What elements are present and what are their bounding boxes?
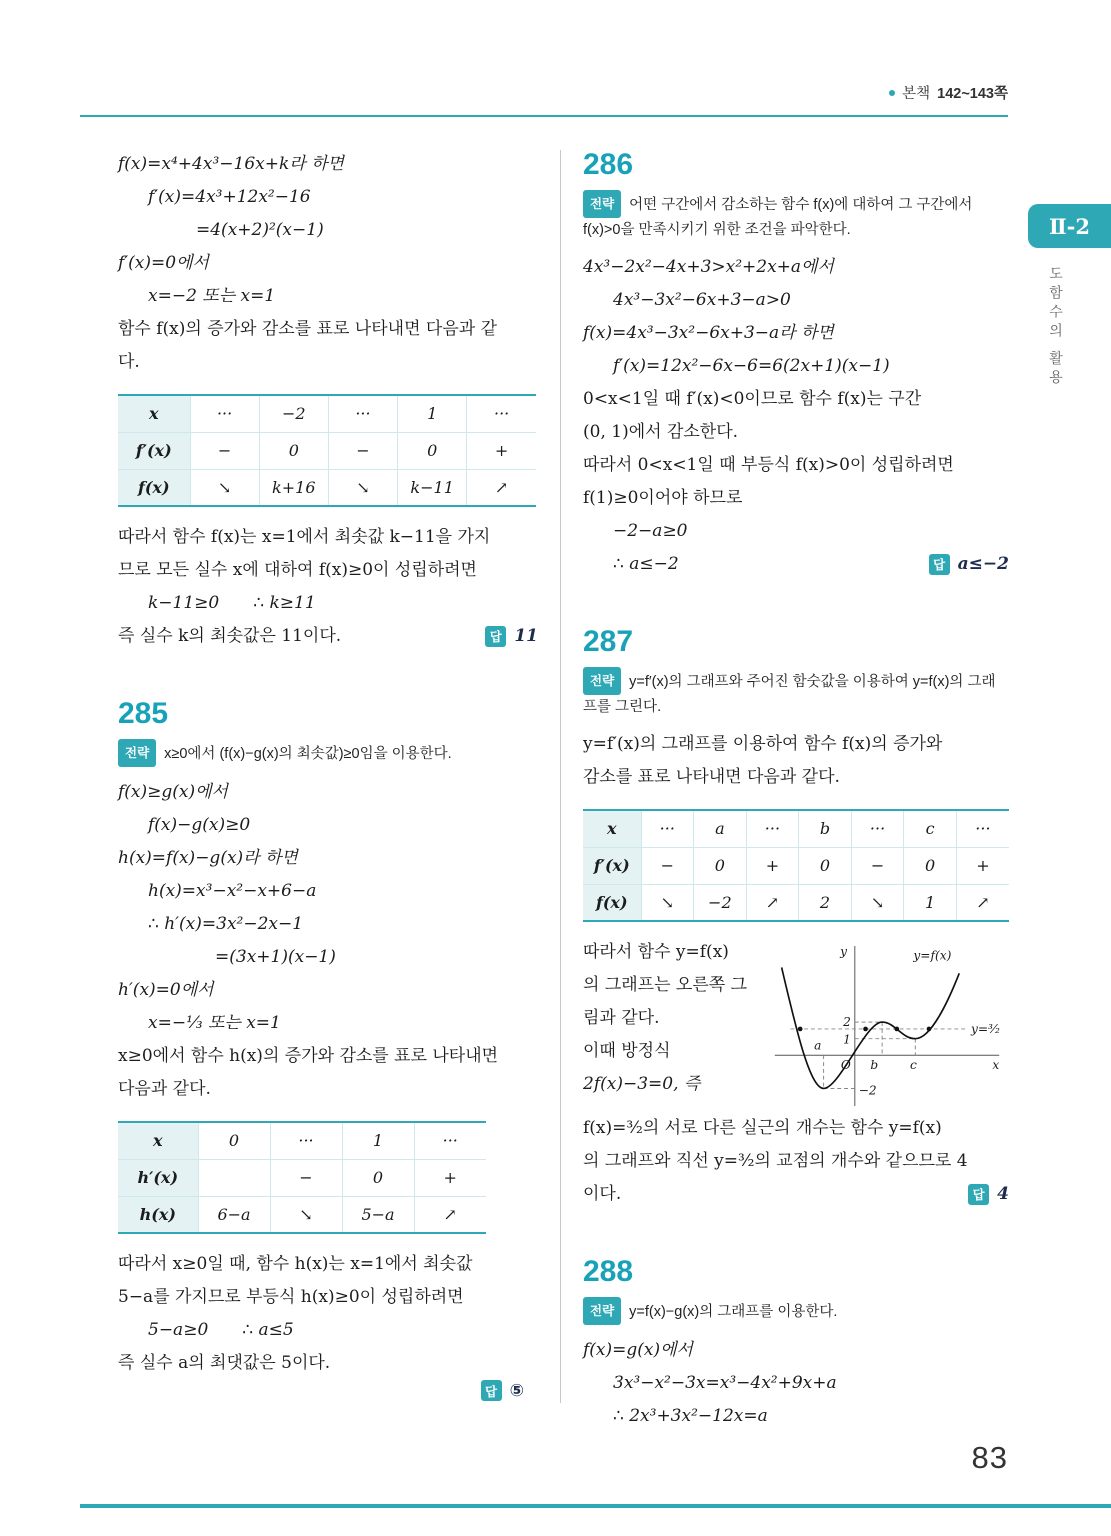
problem-288 [583,1257,1009,1433]
solution-line: 따라서 x≥0일 때, 함수 h(x)는 x=1에서 최솟값 [118,1254,473,1274]
left-column [118,148,538,1433]
a-label: a [814,1038,822,1053]
line-label: y=³⁄₂ [970,1021,1000,1036]
intersection-dot [894,1027,899,1032]
problem-number-285: 285 [118,697,169,730]
table-cell: −2 [259,395,328,432]
table-cell: ··· [467,395,536,432]
table-row [118,1122,486,1159]
conclusion-text: ∴ a≤−2 [613,554,679,574]
solution-line: 따라서 0<x<1일 때 부등식 f(x)>0이 성립하려면 [583,455,954,475]
footer-rule [80,1504,1111,1508]
right-column [583,148,1009,1433]
solution-line: f(x)=x⁴+4x³−16x+k라 하면 [118,154,344,174]
solution-line: 5−a≥0 ∴ a≤5 [148,1320,294,1340]
solution-block [583,936,767,1101]
table-cell: x [118,1122,198,1159]
y-1-label: 1 [843,1032,851,1047]
table-row [583,847,1009,884]
solution-line: f′(x)=12x²−6x−6=6(2x+1)(x−1) [613,356,890,376]
table-cell: 0 [398,432,467,469]
sign-table-285 [118,1121,486,1234]
table-cell: ↘ [851,884,904,921]
table-cell [198,1159,270,1196]
problem-number-288: 288 [583,1255,634,1288]
intersection-dot [798,1027,803,1032]
solution-line: =4(x+2)²(x−1) [196,220,324,240]
strategy-badge: 전략 [118,739,156,767]
figure-row [583,936,1009,1112]
table-cell: 1 [398,395,467,432]
sign-table-284 [118,394,536,507]
answer-row [118,1380,538,1401]
solution-line: 0<x<1일 때 f′(x)<0이므로 함수 f(x)는 구간 [583,389,922,409]
table-cell: 6−a [198,1196,270,1233]
page-header [80,82,1008,117]
table-cell: ↘ [641,884,694,921]
table-cell: −2 [694,884,747,921]
table-cell: 0 [694,847,747,884]
solution-line: 림과 같다. [583,1008,660,1028]
solution-line: 함수 f(x)의 증가와 감소를 표로 나타내면 다음과 같 [118,319,497,339]
table-cell: k−11 [398,469,467,506]
chapter-title-vertical: 도함수의 활용 [1048,266,1064,389]
strategy-text: 어떤 구간에서 감소하는 함수 f(x)에 대하여 그 구간에서 f(x)>0을 만족시키기 위한 조건을 파악한다. [583,197,973,238]
strategy-text: y=f′(x)의 그래프와 주어진 함숫값을 이용하여 y=f(x)의 그래프를 그린다. [583,674,996,715]
curve-label: y=f(x) [913,948,952,963]
table-cell: + [956,847,1009,884]
intersection-dot [863,1027,868,1032]
table-cell: + [746,847,799,884]
strategy-287 [583,667,1009,719]
problem-number-287: 287 [583,625,634,658]
solution-line: 이때 방정식 [583,1041,671,1061]
answer [481,1380,524,1401]
table-cell: + [414,1159,486,1196]
b-label: b [870,1057,879,1072]
strategy-badge: 전략 [583,190,621,218]
solution-line: f(x)=g(x)에서 [583,1340,693,1360]
answer-badge: 답 [481,1380,502,1401]
table-cell: 0 [259,432,328,469]
solution-line: ∴ 2x³+3x²−12x=a [613,1406,768,1426]
solution-block [118,1248,538,1380]
solution-line: 4x³−3x²−6x+3−a>0 [613,290,791,310]
solution-line: 다. [118,352,140,372]
table-cell: h′(x) [118,1159,198,1196]
table-cell: − [851,847,904,884]
answer-row [118,620,538,653]
table-cell: x [118,395,190,432]
table-cell: ··· [270,1122,342,1159]
intersection-dot [927,1027,932,1032]
answer-row [583,1178,1009,1211]
solution-line: 즉 실수 a의 최댓값은 5이다. [118,1353,331,1373]
strategy-badge: 전략 [583,667,621,695]
bullet-icon [889,90,895,96]
solution-line: ∴ h′(x)=3x²−2x−1 [148,914,304,934]
content-area [118,148,1010,1433]
solution-line: 4x³−2x²−4x+3>x²+2x+a에서 [583,257,834,277]
solution-line: f(x)=4x³−3x²−6x+3−a라 하면 [583,323,834,343]
table-cell: ↗ [956,884,1009,921]
solution-block [583,1112,1009,1178]
solution-line: x≥0에서 함수 h(x)의 증가와 감소를 표로 나타내면 [118,1046,499,1066]
solution-line: f′(x)=4x³+12x²−16 [148,187,311,207]
table-cell: ··· [746,810,799,847]
table-cell: f′(x) [118,432,190,469]
conclusion-text: 이다. [583,1184,622,1204]
solution-line: f(x)≥g(x)에서 [118,782,228,802]
solution-line: (0, 1)에서 감소한다. [583,422,739,442]
strategy-286 [583,190,1009,242]
answer [485,626,538,647]
solution-line: 3x³−x²−3x=x³−4x²+9x+a [613,1373,837,1393]
solution-block [118,776,538,1106]
table-cell: 0 [799,847,852,884]
table-cell: ↘ [190,469,259,506]
page-reference-prefix: 본책 [902,86,931,102]
solution-line: h(x)=x³−x²−x+6−a [148,881,317,901]
table-cell: f(x) [118,469,190,506]
solution-line: h′(x)=0에서 [118,980,214,1000]
table-cell: + [467,432,536,469]
function-graph-287 [767,940,1009,1112]
y-2-label: 2 [843,1015,851,1029]
solution-block [583,728,1009,794]
answer [968,1184,1009,1205]
problem-287 [583,627,1009,1211]
table-cell: ··· [190,395,259,432]
table-cell: ··· [956,810,1009,847]
table-cell: c [904,810,957,847]
solution-line: 므로 모든 실수 x에 대하여 f(x)≥0이 성립하려면 [118,560,477,580]
solution-line: =(3x+1)(x−1) [215,947,336,967]
strategy-badge: 전략 [583,1297,621,1325]
strategy-text: x≥0에서 (f(x)−g(x)의 최솟값)≥0임을 이용한다. [164,746,452,762]
answer-row [583,548,1009,581]
chapter-tab [1028,204,1111,248]
table-cell: 1 [904,884,957,921]
table-cell: 0 [904,847,957,884]
strategy-285 [118,739,538,767]
answer-value: 11 [514,626,538,646]
solution-line: 의 그래프와 직선 y=³⁄₂의 교점의 개수와 같으므로 4 [583,1151,968,1171]
table-cell: ··· [328,395,397,432]
table-cell: − [190,432,259,469]
table-cell: ↗ [414,1196,486,1233]
solution-line: 따라서 함수 y=f(x) [583,942,729,962]
table-row [118,395,536,432]
solution-line: f(x)=³⁄₂의 서로 다른 실근의 개수는 함수 y=f(x) [583,1118,942,1138]
c-label: c [909,1057,917,1072]
solution-284-continued [118,148,538,653]
table-cell: 5−a [342,1196,414,1233]
table-row [583,810,1009,847]
table-row [583,884,1009,921]
table-cell: ··· [414,1122,486,1159]
table-cell: 0 [198,1122,270,1159]
answer-badge: 답 [968,1184,989,1205]
problem-number-286: 286 [583,148,634,181]
table-cell: x [583,810,641,847]
solution-line: 따라서 함수 f(x)는 x=1에서 최솟값 k−11을 가지 [118,527,491,547]
solution-line: f(x)−g(x)≥0 [148,815,251,835]
x-axis-label: x [992,1057,1000,1072]
answer-value: 4 [997,1184,1009,1204]
solution-block [583,1334,1009,1433]
table-row [118,1159,486,1196]
answer-badge: 답 [485,626,506,647]
sign-table-287 [583,809,1009,922]
table-cell: f(x) [583,884,641,921]
problem-285 [118,699,538,1401]
answer-value: ⑤ [509,1380,524,1401]
solution-line: −2−a≥0 [613,521,688,541]
strategy-288 [583,1297,1009,1325]
table-cell: h(x) [118,1196,198,1233]
table-cell: ↗ [746,884,799,921]
solution-line: y=f′(x)의 그래프를 이용하여 함수 f(x)의 증가와 [583,734,943,754]
answer-badge: 답 [929,554,950,575]
strategy-text: y=f(x)−g(x)의 그래프를 이용한다. [629,1304,838,1320]
solution-line: 의 그래프는 오른쪽 그 [583,975,748,995]
table-cell: − [641,847,694,884]
table-cell: − [270,1159,342,1196]
solution-line: 2f(x)−3=0, 즉 [583,1074,701,1094]
table-row [118,469,536,506]
y-axis-label: y [840,944,848,959]
table-cell: − [328,432,397,469]
table-cell: ··· [851,810,904,847]
solution-line: x=−⅓ 또는 x=1 [148,1013,281,1033]
table-row [118,1196,486,1233]
table-cell: k+16 [259,469,328,506]
table-cell: ↗ [467,469,536,506]
solution-line: h(x)=f(x)−g(x)라 하면 [118,848,298,868]
solution-line: 다음과 같다. [118,1079,211,1099]
table-row [118,432,536,469]
table-cell: a [694,810,747,847]
solution-line: 감소를 표로 나타내면 다음과 같다. [583,767,840,787]
answer-value: a≤−2 [957,554,1009,574]
answer [929,554,1009,575]
column-divider [560,150,561,1403]
solution-block [583,251,1009,548]
solution-block [118,521,538,620]
table-cell: 2 [799,884,852,921]
origin-label: O [840,1057,851,1072]
problem-286 [583,150,1009,581]
conclusion-text: 즉 실수 k의 최솟값은 11이다. [118,626,342,646]
solution-line: f′(x)=0에서 [118,253,209,273]
table-cell: ↘ [328,469,397,506]
page-number: 83 [971,1440,1008,1475]
table-cell: 0 [342,1159,414,1196]
solution-line: x=−2 또는 x=1 [148,286,276,306]
solution-line: f(1)≥0이어야 하므로 [583,488,743,508]
solution-line: 5−a를 가지므로 부등식 h(x)≥0이 성립하려면 [118,1287,464,1307]
table-cell: b [799,810,852,847]
solution-line: k−11≥0 ∴ k≥11 [148,593,316,613]
page-reference-pages: 142~143쪽 [937,86,1008,102]
table-cell: 1 [342,1122,414,1159]
table-cell: ··· [641,810,694,847]
table-cell: f′(x) [583,847,641,884]
table-cell: ↘ [270,1196,342,1233]
chapter-tab-label: Ⅱ-2 [1048,213,1091,239]
solution-block [118,148,538,379]
y-neg2-label: −2 [858,1083,877,1098]
